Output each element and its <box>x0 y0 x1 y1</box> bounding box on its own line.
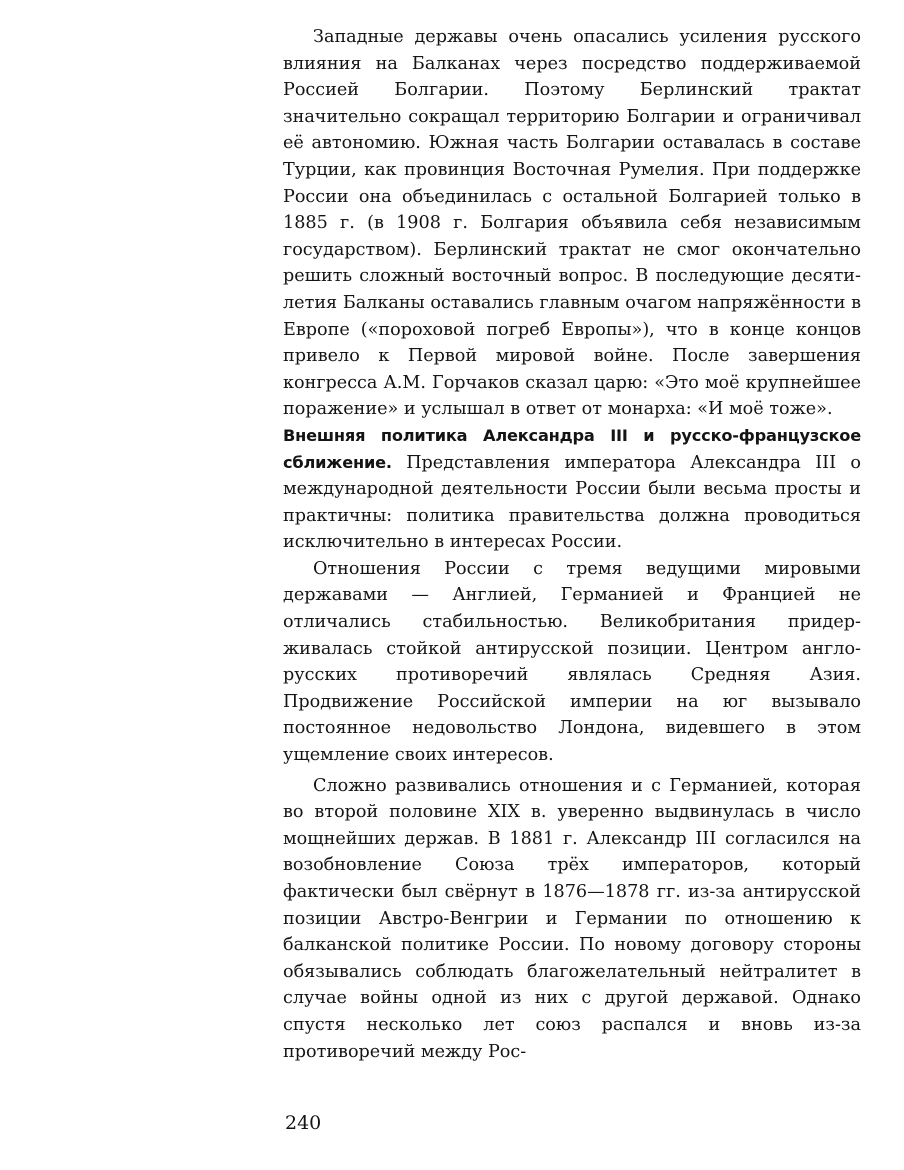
page-number: 240 <box>285 1112 322 1134</box>
paragraph-great-powers: Отношения России с тремя ведущими мировыми державами — Англией, Германией и Францией не отличались стабильностью. Великобритания придерживалась стойкой антирусской позиции. Центром англо-русских противоречий являлась Средняя Азия. Продвижение Российской империи на юг вызывало постоянное недовольство Лондона, видевшего в этом ущемление своих интересов. <box>283 558 861 766</box>
section-title: Внешняя политика Александра III и русско-французское сближение. <box>283 425 861 472</box>
paragraph-balkans: Западные державы очень опасались усиления русского влияния на Балканах через посредство поддерживаемой Россией Болгарии. Поэтому Берлинский трактат значительно сокращал территорию Болгарии и ограничивал её автономию. Южная часть Болгарии оставалась в составе Турции, как провинция Восточная Румелия. При поддержке России она объединилась с остальной Болгарией только в 1885 г. (в 1908 г. Болгария объявила себя независимым государством). Берлинский трактат не смог окончательно решить сложный восточный вопрос. В последующие десятилетия Балканы оставались главным очагом напряжённости в Европе («пороховой погреб Европы»), что в конце концов привело к Первой мировой войне. После завершения конгресса А.М. Горчаков сказал царю: «Это моё крупнейшее поражение» и услышал в ответ от монарха: «И моё тоже». <box>283 27 861 420</box>
section-paragraph-text: Представления императора Александра III о международной деятельности России были весьма просты и практичны: политика правительства должна проводиться исключительно в интересах России. <box>283 452 861 553</box>
paragraph-germany: Сложно развивались отношения и с Германией, которая во второй половине XIX в. уверенно выдвинулась в число мощнейших держав. В 1881 г. Александр III согласился на возобновление Союза трёх императоров, который фактически был свёрнут в 1876—1878 гг. из-за антирусской позиции Австро-Венгрии и Германии по отношению к балканской политике России. По новому договору стороны обязывались соблюдать благожелательный нейтралитет в случае войны одной из них с другой державой. Однако спустя несколько лет союз распался и вновь из-за противоречий между Рос- <box>283 775 861 1062</box>
page-body <box>283 24 861 1065</box>
section-paragraph-alexander-iii <box>283 423 861 556</box>
